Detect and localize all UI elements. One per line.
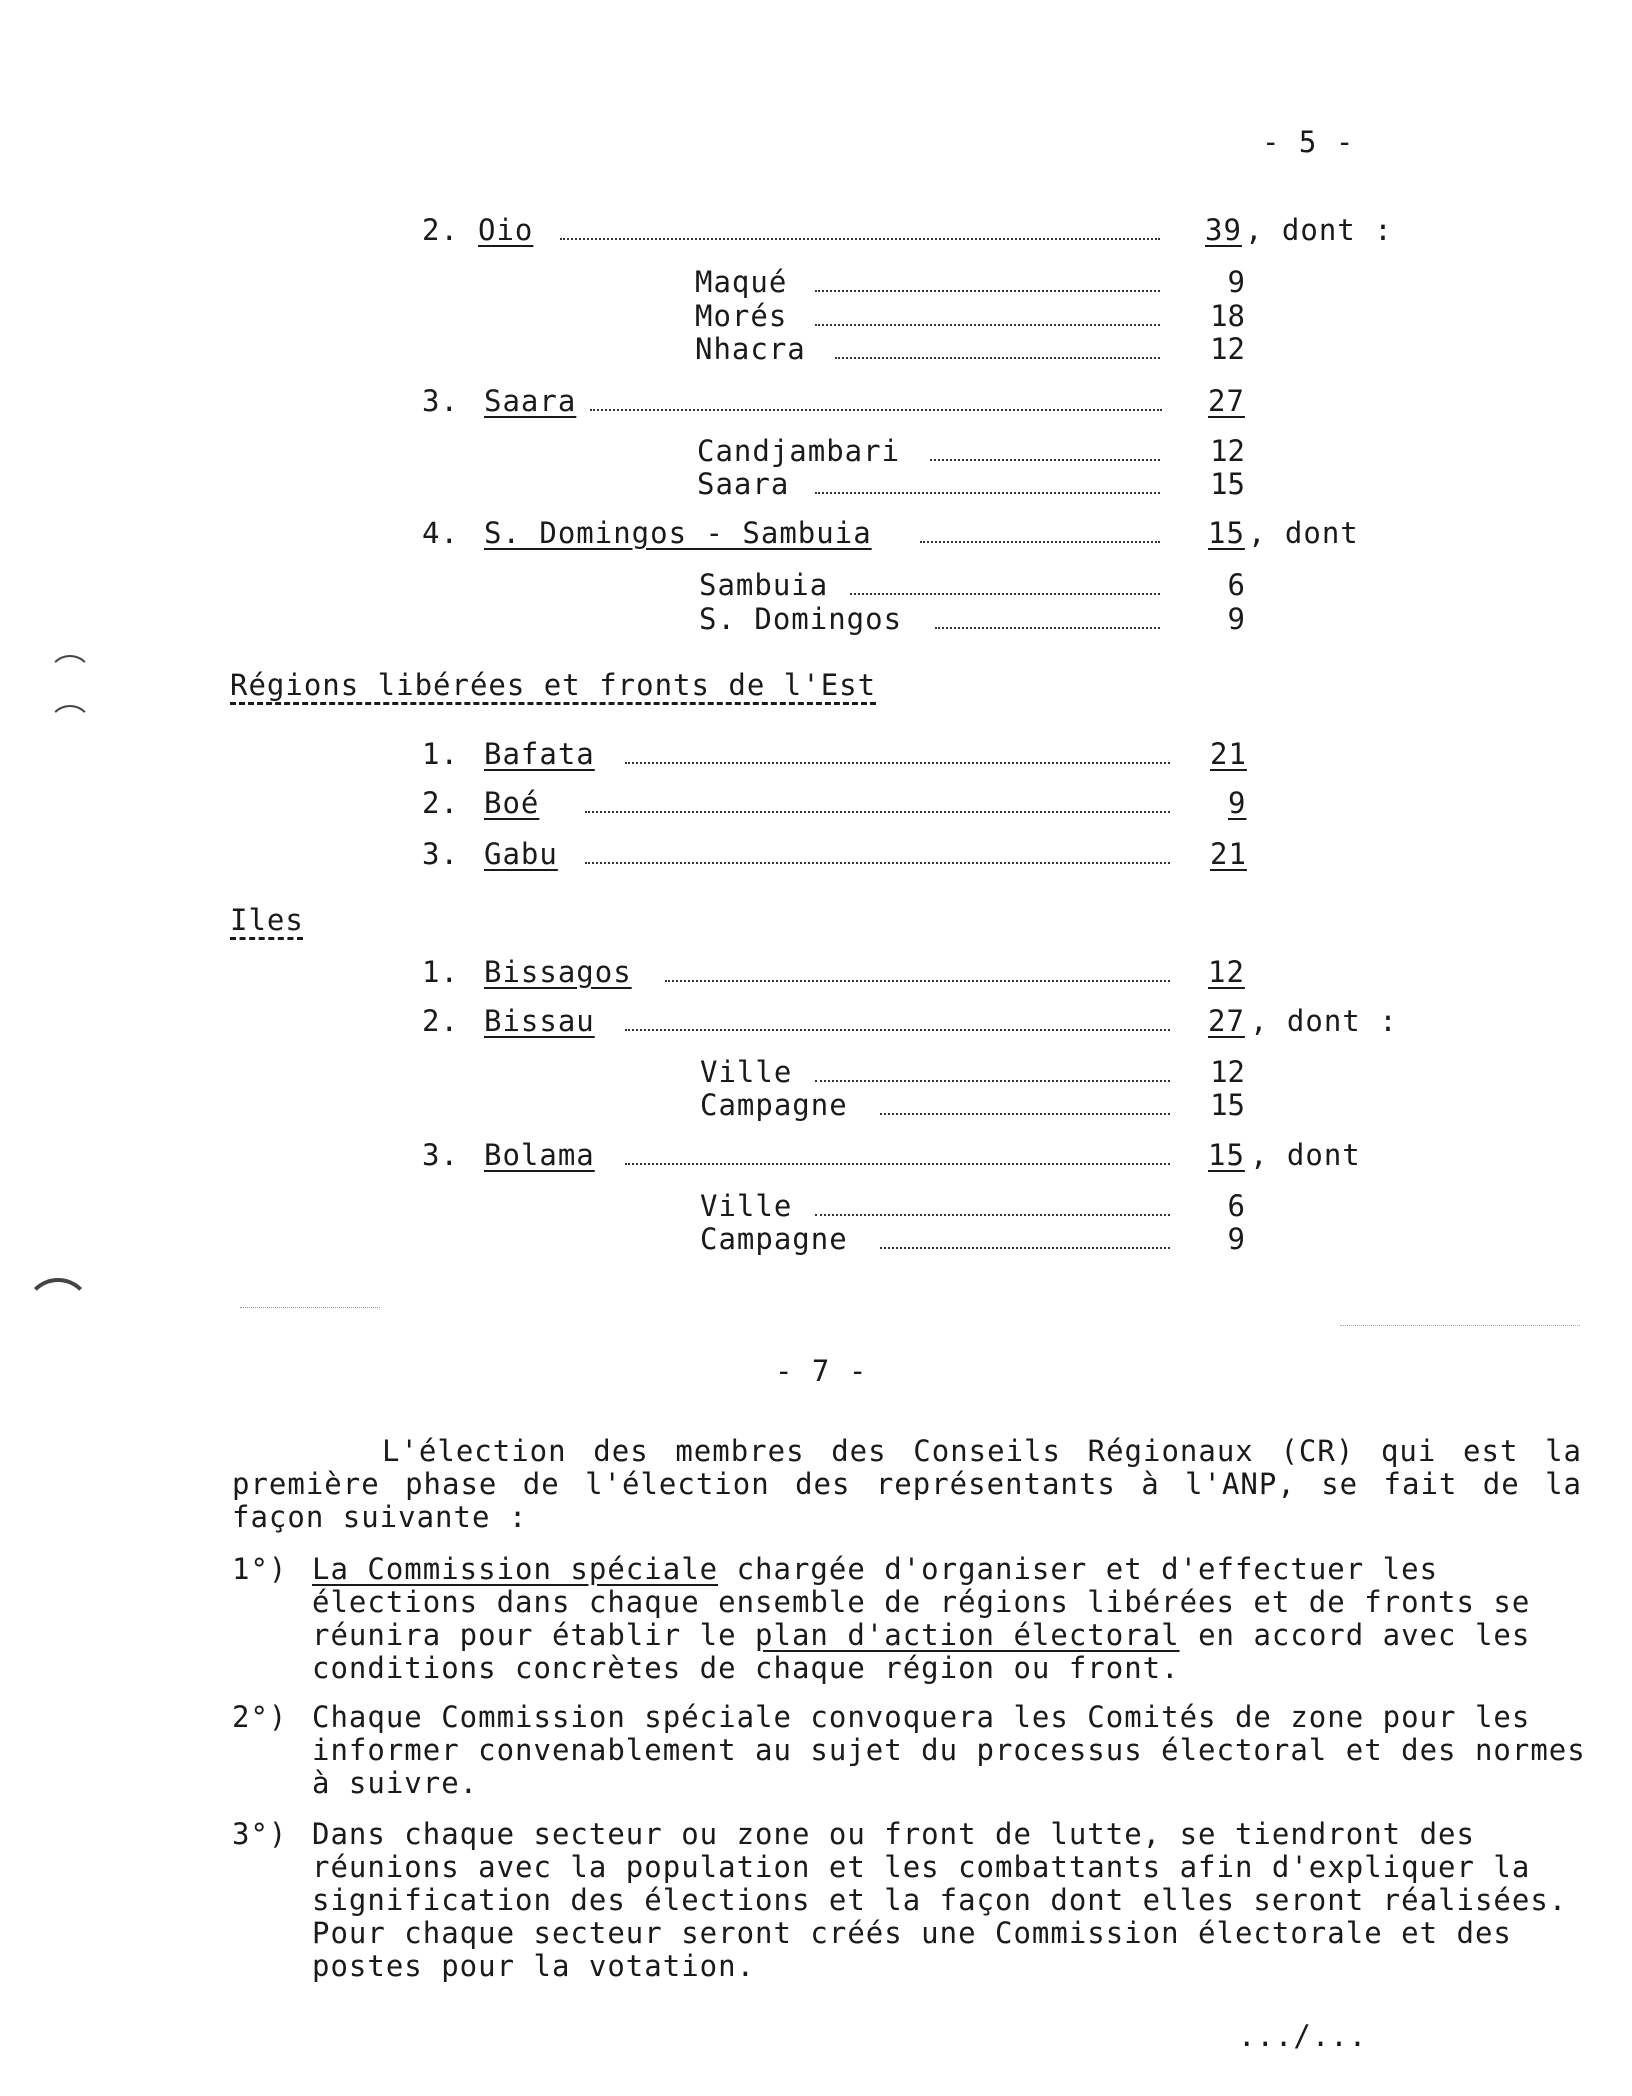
dot-leader bbox=[560, 238, 1160, 240]
point-2-text: Chaque Commission spéciale convoquera les Comités de zone pour les informer convenablement au sujet du processus électoral et des normes à suivre. bbox=[312, 1700, 1586, 1800]
item-suffix: , dont bbox=[1250, 1138, 1361, 1172]
district-total: 21 bbox=[1210, 837, 1247, 871]
continuation-mark: .../... bbox=[1238, 2019, 1368, 2053]
district-total: 9 bbox=[1228, 786, 1247, 820]
dot-leader bbox=[815, 290, 1160, 292]
dot-leader bbox=[585, 862, 1170, 864]
district-total: 15 bbox=[1208, 516, 1245, 550]
item-number: 1. bbox=[422, 737, 459, 771]
item-number: 3. bbox=[422, 384, 459, 418]
point-1-lead: La Commission spéciale bbox=[312, 1552, 719, 1586]
district-name: Gabu bbox=[484, 837, 558, 871]
point-1-body-end: en accord avec les conditions concrètes de chaque région ou front. bbox=[312, 1618, 1531, 1685]
dot-leader bbox=[585, 811, 1170, 813]
district-total: 27 bbox=[1208, 1004, 1245, 1038]
dot-leader bbox=[625, 1163, 1170, 1165]
margin-mark bbox=[48, 655, 92, 699]
district-name: Oio bbox=[478, 213, 534, 247]
district-total: 21 bbox=[1210, 737, 1247, 771]
section-heading-east: Régions libérées et fronts de l'Est bbox=[230, 668, 877, 702]
point-1-text bbox=[312, 1553, 1602, 1685]
item-number: 4. bbox=[422, 516, 459, 550]
page-number-top: - 5 - bbox=[1262, 125, 1355, 159]
sub-name: Candjambari bbox=[697, 434, 901, 468]
scan-artifact bbox=[1340, 1325, 1580, 1326]
sub-value: 6 bbox=[1227, 1189, 1245, 1223]
sub-name: Ville bbox=[700, 1189, 793, 1223]
district-name: Saara bbox=[484, 384, 577, 418]
point-marker: 1°) bbox=[232, 1552, 288, 1586]
margin-mark bbox=[48, 705, 92, 749]
sub-name: Maqué bbox=[695, 265, 788, 299]
sub-value: 12 bbox=[1210, 1055, 1245, 1089]
district-name: Bolama bbox=[484, 1138, 595, 1172]
margin-mark bbox=[24, 1278, 92, 1346]
sub-name: Campagne bbox=[700, 1222, 848, 1256]
item-suffix: , dont : bbox=[1250, 1004, 1398, 1038]
dot-leader bbox=[665, 980, 1170, 982]
item-suffix: , dont bbox=[1248, 516, 1359, 550]
district-name: S. Domingos - Sambuia bbox=[484, 516, 872, 550]
district-name: Bissagos bbox=[484, 955, 632, 989]
item-number: 2. bbox=[422, 1004, 459, 1038]
point-1-body: chargée d'organiser et d'effectuer les élections dans chaque ensemble de régions libérées et de fronts se réunira pour établir le bbox=[312, 1552, 1531, 1652]
sub-name: Sambuia bbox=[699, 568, 829, 602]
sub-name: Morés bbox=[695, 299, 788, 333]
dot-leader bbox=[815, 1214, 1170, 1216]
dot-leader bbox=[815, 492, 1160, 494]
dot-leader bbox=[880, 1247, 1170, 1249]
dot-leader bbox=[850, 593, 1160, 595]
district-total: 12 bbox=[1208, 955, 1245, 989]
item-number: 2. bbox=[422, 786, 459, 820]
district-total: 15 bbox=[1208, 1138, 1245, 1172]
dot-leader bbox=[930, 459, 1160, 461]
sub-value: 15 bbox=[1210, 1088, 1245, 1122]
point-3-text: Dans chaque secteur ou zone ou front de lutte, se tiendront des réunions avec la population et les combattants afin d'expliquer la signification des élections et la façon dont elles seront réalisées. Pour chaque secteur seront créés une Commission électorale et des postes pour la votation. bbox=[312, 1817, 1568, 1983]
sub-name: Saara bbox=[697, 467, 790, 501]
dot-leader bbox=[625, 762, 1170, 764]
intro-paragraph: L'élection des membres des Conseils Régionaux (CR) qui est la première phase de l'élection des représentants à l'ANP, se fait de la façon suivante : bbox=[232, 1434, 1582, 1534]
point-marker: 3°) bbox=[232, 1817, 288, 1851]
sub-value: 6 bbox=[1227, 568, 1245, 602]
sub-value: 12 bbox=[1210, 434, 1245, 468]
district-total: 27 bbox=[1208, 384, 1245, 418]
district-total: 39 bbox=[1205, 213, 1242, 247]
sub-value: 9 bbox=[1227, 602, 1245, 636]
dot-leader bbox=[625, 1029, 1170, 1031]
sub-name: S. Domingos bbox=[699, 602, 903, 636]
sub-value: 9 bbox=[1227, 265, 1245, 299]
sub-value: 9 bbox=[1227, 1222, 1245, 1256]
sub-name: Campagne bbox=[700, 1088, 848, 1122]
scan-artifact bbox=[240, 1307, 380, 1308]
dot-leader bbox=[815, 324, 1160, 326]
district-name: Boé bbox=[484, 786, 540, 820]
section-heading-iles: Iles bbox=[230, 903, 304, 937]
dot-leader bbox=[935, 627, 1160, 629]
district-name: Bafata bbox=[484, 737, 595, 771]
dot-leader bbox=[590, 409, 1162, 411]
dot-leader bbox=[835, 357, 1160, 359]
item-suffix: , dont : bbox=[1245, 213, 1393, 247]
item-number: 3. bbox=[422, 837, 459, 871]
sub-name: Nhacra bbox=[695, 332, 806, 366]
sub-value: 15 bbox=[1210, 467, 1245, 501]
dot-leader bbox=[880, 1113, 1170, 1115]
sub-value: 18 bbox=[1210, 299, 1245, 333]
dot-leader bbox=[920, 541, 1160, 543]
item-number: 3. bbox=[422, 1138, 459, 1172]
sub-value: 12 bbox=[1210, 332, 1245, 366]
page-number-middle: - 7 - bbox=[775, 1354, 868, 1388]
dot-leader bbox=[815, 1080, 1170, 1082]
item-number: 2. bbox=[422, 213, 459, 247]
point-1-link: plan d'action électoral bbox=[755, 1618, 1180, 1652]
district-name: Bissau bbox=[484, 1004, 595, 1038]
point-marker: 2°) bbox=[232, 1700, 288, 1734]
sub-name: Ville bbox=[700, 1055, 793, 1089]
item-number: 1. bbox=[422, 955, 459, 989]
